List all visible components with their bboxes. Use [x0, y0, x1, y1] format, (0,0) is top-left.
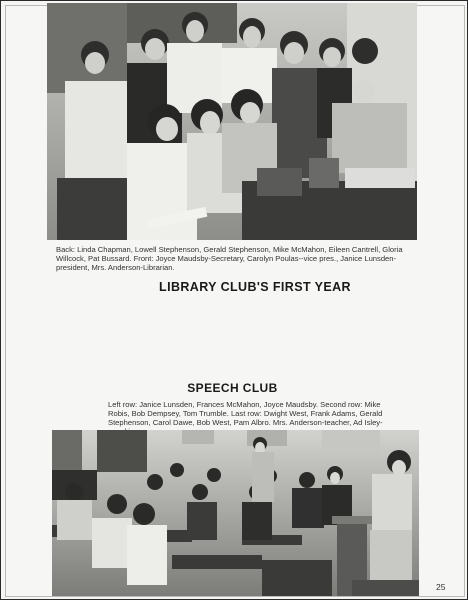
library-club-caption: Back: Linda Chapman, Lowell Stephenson, Gerald Stephenson, Mike McMahon, Eileen Cantrell, Gloria Willcock, Pat Bussard. Front: Joyce Maudsby-Secretary, Carolyn Poulas--vice pres., Janice Lunsden-president, Mrs. Anderson-Librarian.	[56, 245, 403, 272]
speech-club-heading: SPEECH CLUB	[187, 381, 278, 395]
speech-club-caption: Left row: Janice Lunsden, Frances McMahon, Joyce Maudsby. Second row: Mike Robis, Bob Dempsey, Tom Trumble. Last row: Dwight West, Frank Adams, Gerald Stephenson, Carol Dawe, Bob West, Pam Albro. Mrs. Anderson-teacher, Ad Isley-	[108, 400, 383, 427]
library-club-photo	[47, 3, 417, 240]
speech-club-photo	[52, 430, 419, 596]
library-club-heading: LIBRARY CLUB'S FIRST YEAR	[159, 280, 351, 294]
page-number: 25	[436, 582, 446, 592]
